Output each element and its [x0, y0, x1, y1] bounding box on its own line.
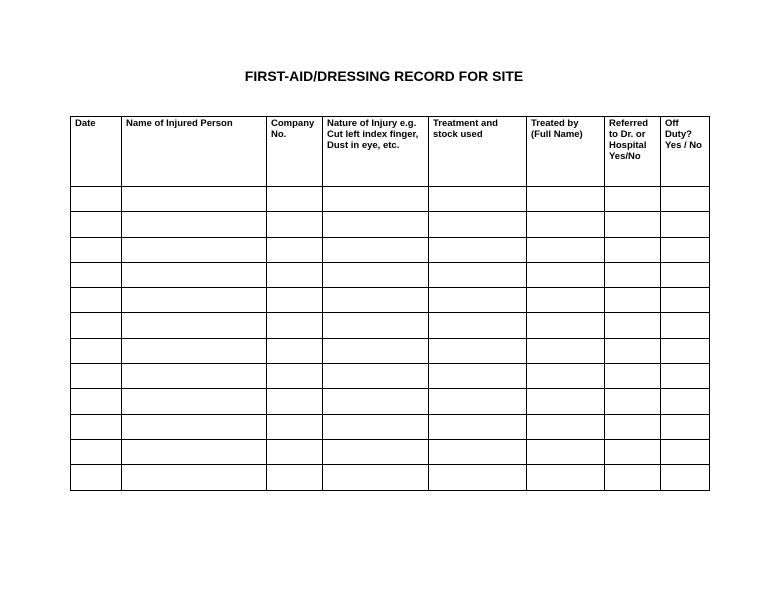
- table-cell-treatment: [429, 187, 527, 212]
- table-row: [71, 288, 710, 313]
- table-cell-treatment: [429, 414, 527, 439]
- table-cell-injured-person: [122, 338, 267, 363]
- table-cell-company-no: [267, 313, 323, 338]
- table-cell-treatment: [429, 439, 527, 464]
- table-cell-company-no: [267, 338, 323, 363]
- table-cell-treatment: [429, 313, 527, 338]
- table-row: [71, 439, 710, 464]
- table-cell-referred: [605, 187, 661, 212]
- table-cell-referred: [605, 414, 661, 439]
- table-cell-nature-of-injury: [323, 288, 429, 313]
- table-row: [71, 313, 710, 338]
- table-cell-referred: [605, 389, 661, 414]
- table-cell-date: [71, 237, 122, 262]
- table-cell-date: [71, 187, 122, 212]
- table-cell-referred: [605, 237, 661, 262]
- table-cell-treatment: [429, 237, 527, 262]
- first-aid-record-table: [70, 116, 710, 491]
- table-cell-nature-of-injury: [323, 313, 429, 338]
- table-cell-treatment: [429, 212, 527, 237]
- table-cell-nature-of-injury: [323, 338, 429, 363]
- table-cell-injured-person: [122, 389, 267, 414]
- table-cell-injured-person: [122, 262, 267, 287]
- table-cell-off-duty: [661, 439, 710, 464]
- table-cell-referred: [605, 212, 661, 237]
- table-header-row: [71, 117, 710, 187]
- table-cell-injured-person: [122, 465, 267, 490]
- table-cell-injured-person: [122, 187, 267, 212]
- table-cell-referred: [605, 313, 661, 338]
- column-header-injured-person: Name of Injured Person: [122, 117, 267, 187]
- table-cell-treatment: [429, 288, 527, 313]
- table-cell-date: [71, 364, 122, 389]
- table-cell-treated-by: [527, 313, 605, 338]
- table-cell-referred: [605, 288, 661, 313]
- table-cell-off-duty: [661, 338, 710, 363]
- column-header-referred: Referred to Dr. or Hospital Yes/No: [605, 117, 661, 187]
- table-row: [71, 465, 710, 490]
- table-body: [71, 187, 710, 491]
- column-header-off-duty: Off Duty? Yes / No: [661, 117, 710, 187]
- table-cell-injured-person: [122, 439, 267, 464]
- table-cell-company-no: [267, 439, 323, 464]
- table-cell-nature-of-injury: [323, 262, 429, 287]
- table-cell-date: [71, 389, 122, 414]
- column-header-treated-by: Treated by (Full Name): [527, 117, 605, 187]
- table-cell-off-duty: [661, 465, 710, 490]
- table-cell-company-no: [267, 288, 323, 313]
- table-cell-treatment: [429, 364, 527, 389]
- table-row: [71, 389, 710, 414]
- table-cell-referred: [605, 262, 661, 287]
- table-cell-nature-of-injury: [323, 212, 429, 237]
- table-cell-date: [71, 288, 122, 313]
- table-cell-nature-of-injury: [323, 187, 429, 212]
- table-cell-treatment: [429, 465, 527, 490]
- table-cell-date: [71, 465, 122, 490]
- column-header-date: Date: [71, 117, 122, 187]
- table-cell-treated-by: [527, 465, 605, 490]
- column-header-company-no: Company No.: [267, 117, 323, 187]
- table-cell-treatment: [429, 389, 527, 414]
- table-cell-company-no: [267, 389, 323, 414]
- table-cell-treated-by: [527, 212, 605, 237]
- table-cell-referred: [605, 338, 661, 363]
- table-cell-date: [71, 439, 122, 464]
- table-cell-nature-of-injury: [323, 237, 429, 262]
- table-row: [71, 338, 710, 363]
- table-cell-treatment: [429, 262, 527, 287]
- table-cell-referred: [605, 465, 661, 490]
- table-cell-treatment: [429, 338, 527, 363]
- table-row: [71, 414, 710, 439]
- table-cell-injured-person: [122, 288, 267, 313]
- table-cell-referred: [605, 439, 661, 464]
- table-cell-company-no: [267, 465, 323, 490]
- table-row: [71, 364, 710, 389]
- table-cell-off-duty: [661, 389, 710, 414]
- table-cell-treated-by: [527, 187, 605, 212]
- table-cell-off-duty: [661, 414, 710, 439]
- table-cell-treated-by: [527, 439, 605, 464]
- table-cell-date: [71, 338, 122, 363]
- column-header-nature-of-injury: Nature of Injury e.g. Cut left index finger, Dust in eye, etc.: [323, 117, 429, 187]
- table-cell-company-no: [267, 212, 323, 237]
- table-row: [71, 237, 710, 262]
- table-cell-treated-by: [527, 364, 605, 389]
- table-cell-date: [71, 313, 122, 338]
- table-cell-company-no: [267, 187, 323, 212]
- table-cell-company-no: [267, 364, 323, 389]
- table-cell-treated-by: [527, 414, 605, 439]
- table-cell-nature-of-injury: [323, 439, 429, 464]
- table-cell-off-duty: [661, 237, 710, 262]
- table-cell-treated-by: [527, 237, 605, 262]
- table-cell-treated-by: [527, 288, 605, 313]
- table-cell-treated-by: [527, 262, 605, 287]
- table-row: [71, 262, 710, 287]
- table-cell-nature-of-injury: [323, 364, 429, 389]
- table-cell-company-no: [267, 262, 323, 287]
- table-cell-off-duty: [661, 212, 710, 237]
- table-cell-company-no: [267, 237, 323, 262]
- table-cell-referred: [605, 364, 661, 389]
- table-cell-company-no: [267, 414, 323, 439]
- table-cell-injured-person: [122, 414, 267, 439]
- table-cell-off-duty: [661, 187, 710, 212]
- table-cell-off-duty: [661, 364, 710, 389]
- table-cell-date: [71, 212, 122, 237]
- table-cell-treated-by: [527, 338, 605, 363]
- table-cell-injured-person: [122, 313, 267, 338]
- table-cell-injured-person: [122, 237, 267, 262]
- table-cell-off-duty: [661, 262, 710, 287]
- table-cell-off-duty: [661, 313, 710, 338]
- table-cell-nature-of-injury: [323, 389, 429, 414]
- document-title: FIRST-AID/DRESSING RECORD FOR SITE: [244, 68, 524, 84]
- table-cell-nature-of-injury: [323, 465, 429, 490]
- table-cell-treated-by: [527, 389, 605, 414]
- table-row: [71, 187, 710, 212]
- table-row: [71, 212, 710, 237]
- table-cell-off-duty: [661, 288, 710, 313]
- table-cell-date: [71, 414, 122, 439]
- table-cell-date: [71, 262, 122, 287]
- table-cell-injured-person: [122, 212, 267, 237]
- table-cell-injured-person: [122, 364, 267, 389]
- column-header-treatment: Treatment and stock used: [429, 117, 527, 187]
- table-cell-nature-of-injury: [323, 414, 429, 439]
